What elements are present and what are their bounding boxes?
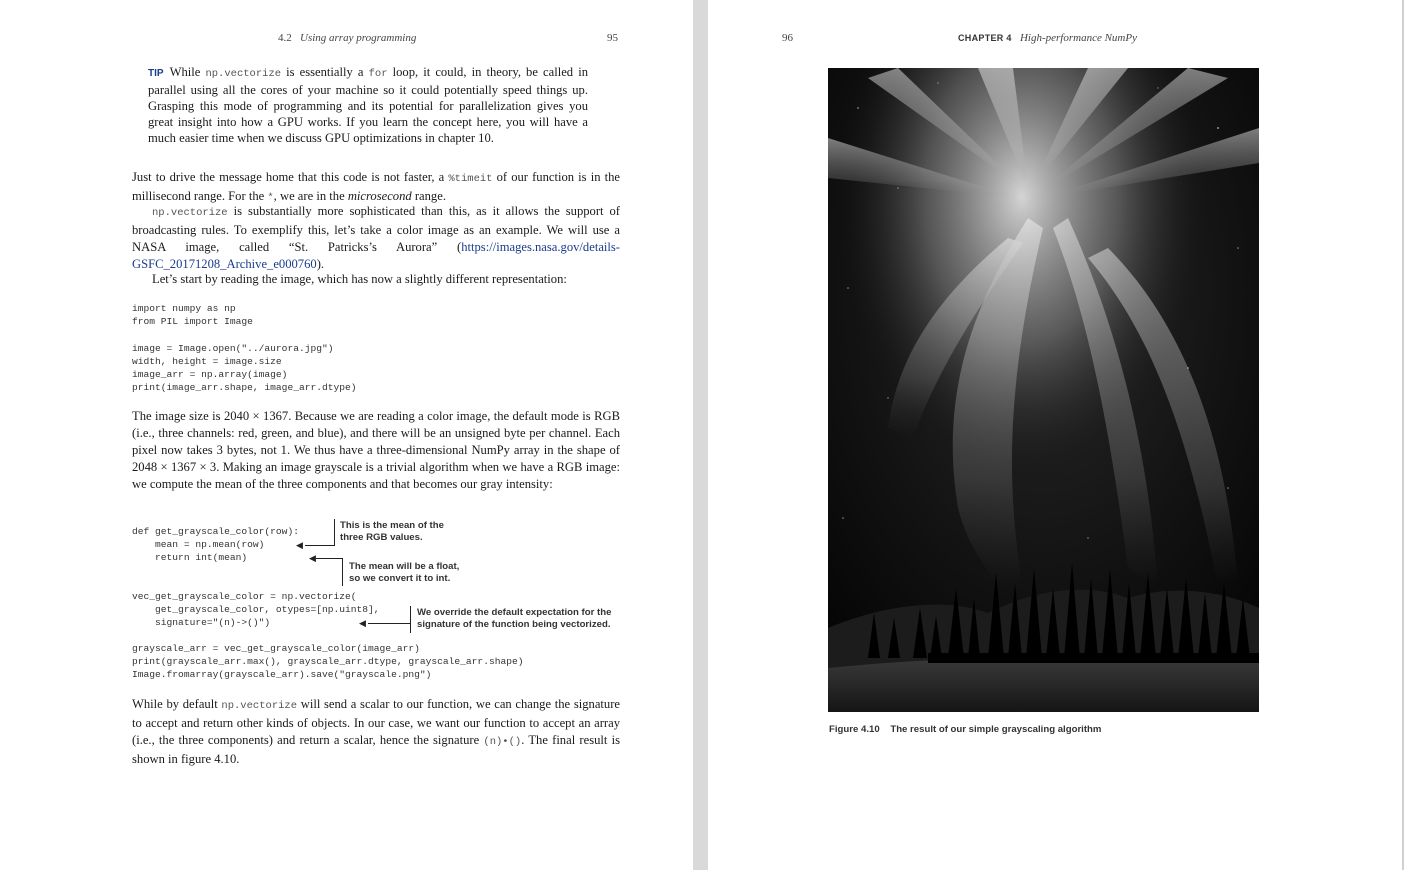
callout-mean: This is the mean of the three RGB values. <box>340 520 444 543</box>
emphasis: microsecond <box>347 189 412 203</box>
aurora-grayscale-image <box>828 68 1259 712</box>
callout-leader-3 <box>368 623 410 624</box>
header-section-number: 4.2 <box>278 32 292 44</box>
callout-bar-1 <box>334 519 335 546</box>
callout-leader-2 <box>316 558 342 559</box>
inline-code: np.vectorize <box>152 207 228 219</box>
left-page <box>0 0 693 870</box>
running-header-left <box>278 32 416 44</box>
callout-bar-3 <box>410 606 411 633</box>
text: ). <box>316 257 325 271</box>
arrow-icon: ◀ <box>296 540 303 550</box>
inline-code: * <box>267 192 274 204</box>
tip-label: TIP <box>148 68 164 79</box>
text: Just to drive the message home that this code is not faster, a <box>132 170 449 184</box>
paragraph-vectorize <box>132 203 620 273</box>
code-read-image: image = Image.open("../aurora.jpg") width, height = image.size image_arr = np.array(image) print(image_arr.shape, image_arr.dtype) <box>132 343 357 393</box>
inline-code: np.vectorize <box>205 68 282 80</box>
inline-code: (n)•() <box>483 736 522 748</box>
page-number-right: 96 <box>782 32 793 44</box>
text: of our function is in the millisecond range. For the <box>132 170 620 203</box>
paragraph-signature <box>132 696 620 768</box>
page-gutter <box>693 0 708 870</box>
inline-code: for <box>368 68 388 80</box>
nasa-image-link[interactable]: https://images.nasa.gov/details-GSFC_20171208_Archive_e000760 <box>132 240 620 271</box>
code-imports: import numpy as np from PIL import Image <box>132 303 253 327</box>
code-grayscale-function: def get_grayscale_color(row): mean = np.mean(row) return int(mean) <box>132 526 299 563</box>
paragraph-reading-image: Let’s start by reading the image, which has now a slightly different representation: <box>152 272 567 286</box>
page-number-left: 95 <box>607 32 618 44</box>
header-section-title: Using array programming <box>300 32 417 44</box>
code-save-grayscale: grayscale_arr = vec_get_grayscale_color(image_arr) print(grayscale_arr.max(), grayscale_arr.dtype, grayscale_arr.shape) Image.fromarray(grayscale_arr).save("grayscale.png") <box>132 643 524 680</box>
callout-bar-2 <box>342 558 343 586</box>
chapter-title: High-performance NumPy <box>1019 32 1137 44</box>
text: is substantially more sophisticated than this, as it allows the support of broadcasting rules. To exemplify this, let’s take a color image as an example. We will use a NASA image, called “St. Patricks’s Aurora” ( <box>132 204 620 254</box>
text: . The final result is shown in figure 4.10. <box>132 733 620 766</box>
code-vectorize: vec_get_grayscale_color = np.vectorize( get_grayscale_color, otypes=[np.uint8], signature="(n)->()") <box>132 591 380 628</box>
tip-text: loop, it could, in theory, be called in parallel using all the cores of your machine so it could potentially speed things up. Grasping this mode of programming and its potential for parallelization gives you great insight into how a GPU works. If you learn the concept here, you will have a much easier time when we discuss GPU optimizations in chapter 10. <box>148 65 588 145</box>
paragraph-image-size: The image size is 2040 × 1367. Because we are reading a color image, the default mode is RGB (i.e., three channels: red, green, and blue), and there will be an unsigned byte per channel. Each pixel now takes 3 bytes, not 1. We thus have a three-dimensional NumPy array in the shape of 2048 × 1367 × 3. Making an image grayscale is a trivial algorithm when we have a RGB image: we compute the mean of the three components and that becomes our gray intensity: <box>132 409 620 491</box>
callout-float: The mean will be a float, so we convert it to int. <box>349 561 460 584</box>
aurora-photo-svg <box>828 68 1259 712</box>
callout-leader-1 <box>305 545 334 546</box>
text: While by default <box>132 697 222 711</box>
text: range. <box>411 189 446 203</box>
arrow-icon: ◀ <box>309 553 316 563</box>
inline-code: np.vectorize <box>221 700 298 712</box>
text: will send a scalar to our function, we can change the signature to accept and return other kinds of objects. In our case, we want our function to accept an array (i.e., the three components) and return a scalar, hence the signature <box>132 697 620 747</box>
arrow-icon: ◀ <box>359 618 366 628</box>
callout-signature: We override the default expectation for the signature of the function being vectorized. <box>417 607 612 630</box>
tip-text: is essentially a <box>281 65 369 79</box>
running-header-right <box>958 32 1137 44</box>
figure-caption <box>829 724 1101 735</box>
inline-code: %timeit <box>448 173 493 185</box>
figure-number: Figure 4.10 <box>829 724 880 735</box>
paragraph-timeit <box>132 169 620 207</box>
tip-text: While <box>169 65 206 79</box>
tip-box <box>148 64 588 146</box>
figure-caption-text: The result of our simple grayscaling algorithm <box>890 724 1102 735</box>
chapter-label: CHAPTER 4 <box>958 33 1012 43</box>
text: , we are in the <box>273 189 348 203</box>
